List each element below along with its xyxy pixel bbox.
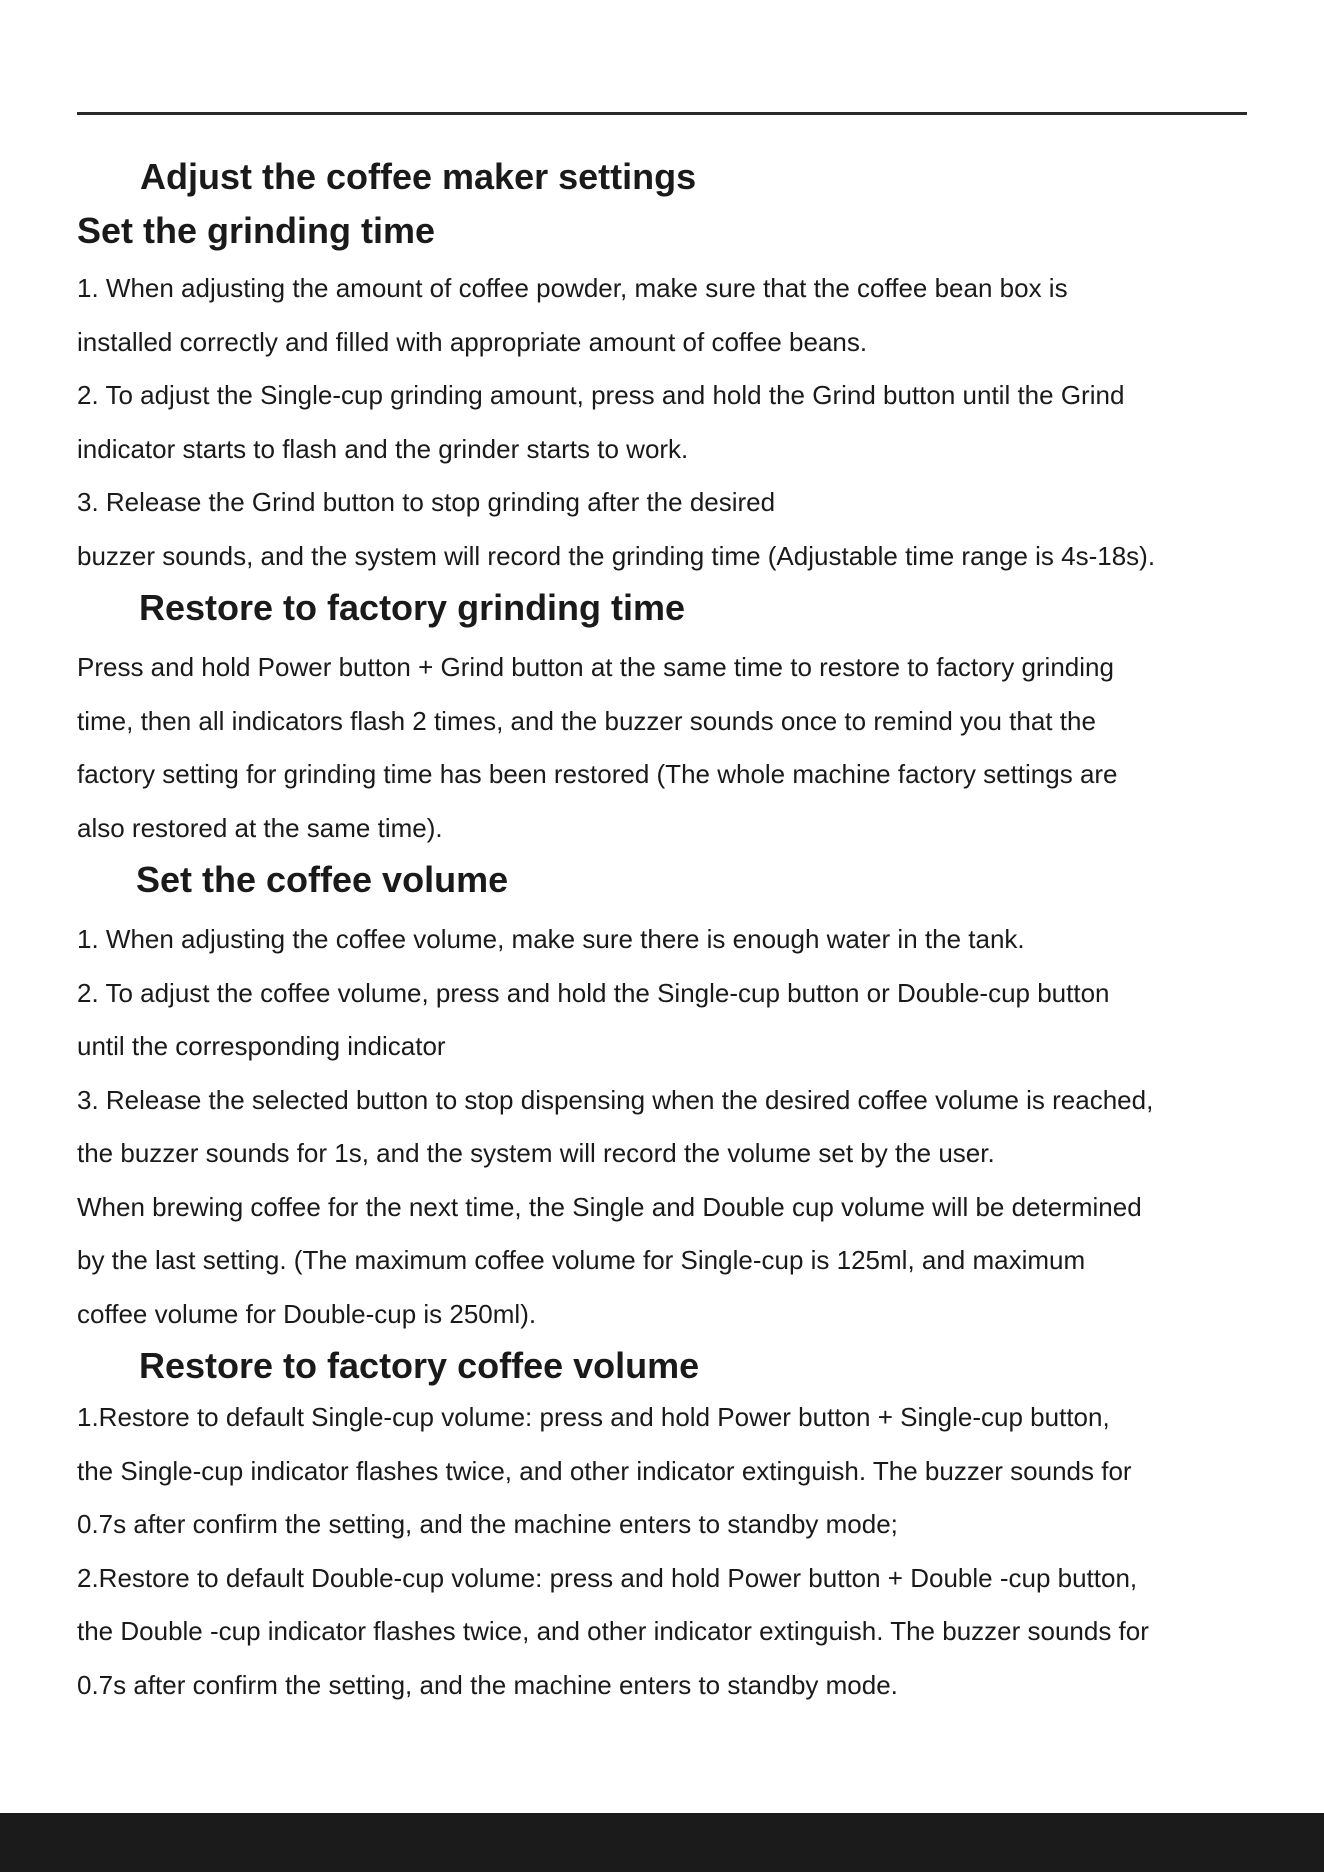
paragraph-line: also restored at the same time). [77,812,443,843]
paragraph-line: 0.7s after confirm the setting, and the machine enters to standby mode; [77,1509,898,1539]
paragraph-line: coffee volume for Double-cup is 250ml). [77,1298,537,1329]
paragraph-line: the buzzer sounds for 1s, and the system will record the volume set by the user. [77,1138,995,1168]
paragraph-line: 2. To adjust the Single-cup grinding amount, press and hold the Grind button until the Grind [77,380,1125,410]
paragraph-line: indicator starts to flash and the grinder starts to work. [77,433,689,464]
paragraph-line: by the last setting. (The maximum coffee volume for Single-cup is 125ml, and maximum [77,1245,1086,1275]
paragraph-line: factory setting for grinding time has been restored (The whole machine factory settings are [77,759,1118,789]
paragraph-line: Press and hold Power button + Grind button at the same time to restore to factory grinding [77,652,1114,682]
paragraph-line: buzzer sounds, and the system will record the grinding time (Adjustable time range is 4s-18s). [77,540,1156,571]
paragraph-line: the Single-cup indicator flashes twice, and other indicator extinguish. The buzzer sounds for [77,1455,1132,1486]
paragraph-line: When brewing coffee for the next time, the Single and Double cup volume will be determined [77,1191,1142,1222]
paragraph-line: 3. Release the selected button to stop dispensing when the desired coffee volume is reached, [77,1084,1154,1115]
page-content [77,148,1302,1712]
paragraph-line: 1.Restore to default Single-cup volume: press and hold Power button + Single-cup button, [77,1402,1110,1432]
paragraph-line: installed correctly and filled with appropriate amount of coffee beans. [77,326,868,357]
paragraph-line: time, then all indicators flash 2 times, and the buzzer sounds once to remind you that the [77,705,1096,736]
section-body-restore-volume [77,1391,1302,1712]
paragraph-line: 3. Release the Grind button to stop grinding after the desired [77,487,776,517]
paragraph-line: 0.7s after confirm the setting, and the machine enters to standby mode. [77,1669,898,1700]
section-body-restore-grinding [77,641,1302,855]
section-body-grinding-time [77,262,1302,583]
section-body-coffee-volume [77,913,1302,1341]
top-divider [77,112,1247,115]
paragraph-line: 1. When adjusting the amount of coffee powder, make sure that the coffee bean box is [77,273,1068,303]
section-heading-grinding-time: Set the grinding time [77,210,436,251]
section-heading-restore-grinding: Restore to factory grinding time [139,587,686,628]
paragraph-line: until the corresponding indicator [77,1031,446,1061]
section-heading-coffee-volume: Set the coffee volume [136,859,509,900]
paragraph-line: 2.Restore to default Double-cup volume: press and hold Power button + Double -cup button, [77,1562,1138,1593]
section-heading-restore-volume: Restore to factory coffee volume [139,1345,700,1386]
footer-bar [0,1813,1324,1872]
paragraph-line: 1. When adjusting the coffee volume, make sure there is enough water in the tank. [77,924,1025,954]
paragraph-line: 2. To adjust the coffee volume, press and hold the Single-cup button or Double-cup button [77,977,1110,1008]
paragraph-line: the Double -cup indicator flashes twice, and other indicator extinguish. The buzzer sounds for [77,1616,1149,1646]
page-title: Adjust the coffee maker settings [140,156,697,197]
